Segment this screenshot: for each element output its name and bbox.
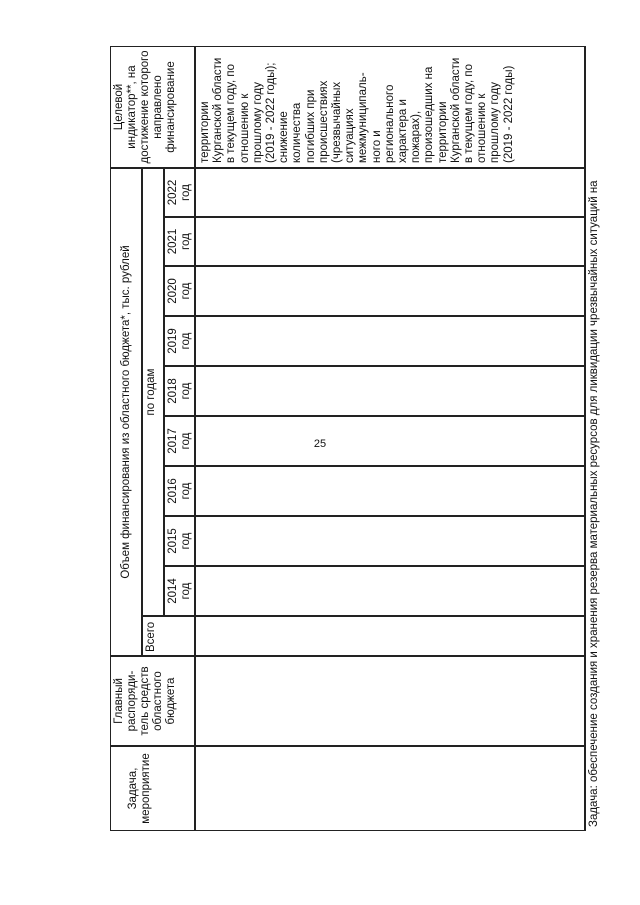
cell-2018 <box>195 366 585 416</box>
header-year-2017: 2017 год <box>164 416 195 466</box>
header-total: Всего <box>142 616 195 656</box>
cell-2015 <box>195 516 585 566</box>
cell-2021 <box>195 217 585 266</box>
header-funding: Объем финансирования из областного бюджета*, тыс. рублей <box>110 168 142 656</box>
header-year-2020: 2020 год <box>164 266 195 316</box>
cell-task <box>195 746 585 831</box>
header-year-2021: 2021 год <box>164 217 195 266</box>
cell-manager <box>195 656 585 746</box>
financing-table <box>110 46 605 831</box>
cell-2022 <box>195 168 585 217</box>
header-year-2015: 2015 год <box>164 516 195 566</box>
cell-2020 <box>195 266 585 316</box>
cell-2019 <box>195 316 585 366</box>
header-year-2016: 2016 год <box>164 466 195 516</box>
header-year-2022: 2022 год <box>164 168 195 217</box>
header-year-2019: 2019 год <box>164 316 195 366</box>
cell-indicator-text: территории Курганской области в текущем году, по отношению к прошлому году (2019 - 2022 годы); снижение количества погибших при происшествиях (чрезвычайных ситуациях межмуниципаль-ного и регионального характера и пожарах), произошедших на территории Курганской области в текущем году, по отношению к прошлому году (2019 - 2022 годы) <box>195 46 585 168</box>
cell-2016 <box>195 466 585 516</box>
table-stage <box>110 46 605 831</box>
page-number: 25 <box>313 438 327 450</box>
header-indicator: Целевой индикатор**, на достижение которого направлено финансирование <box>110 46 195 168</box>
header-manager: Главный распоряди-тель средств областного бюджета <box>110 656 195 746</box>
cell-2014 <box>195 566 585 616</box>
task-row: Задача: обеспечение создания и хранения резерва материальных ресурсов для ликвидации чрезвычайных ситуаций на <box>585 46 605 831</box>
cell-2017 <box>195 416 585 466</box>
rotated-table <box>110 46 605 831</box>
header-task: Задача, мероприятие <box>110 746 195 831</box>
header-year-2018: 2018 год <box>164 366 195 416</box>
header-year-2014: 2014 год <box>164 566 195 616</box>
header-by-years: по годам <box>142 168 164 616</box>
cell-total <box>195 616 585 656</box>
